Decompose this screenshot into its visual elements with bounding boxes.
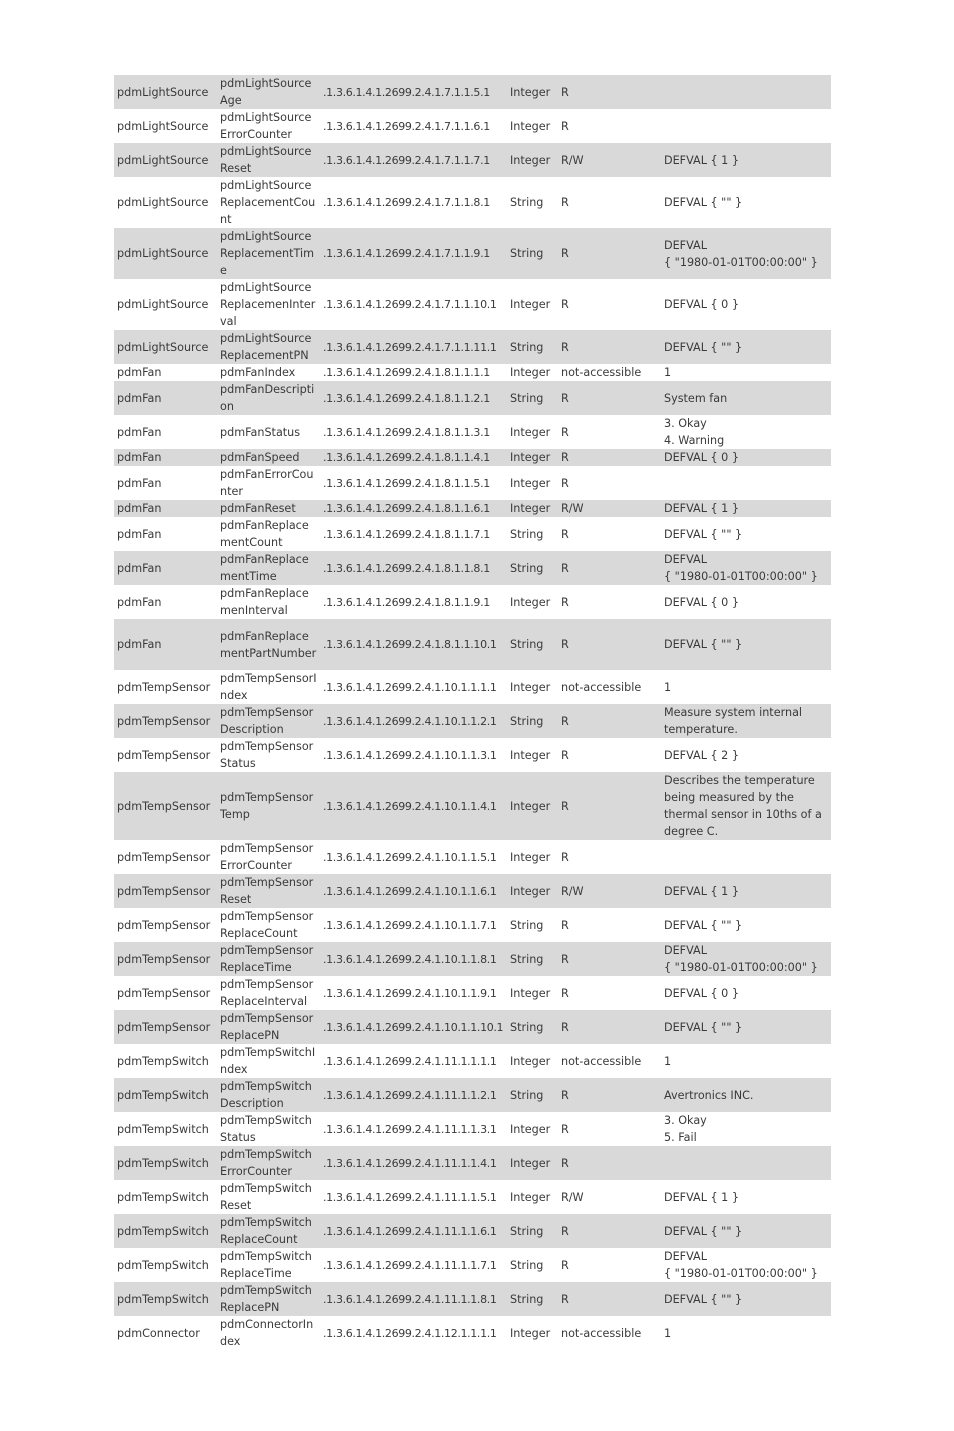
data-type-cell: Integer bbox=[507, 772, 558, 840]
object-name-cell: pdmTempSensor ErrorCounter bbox=[220, 842, 314, 872]
object-name-cell: pdmFanReset bbox=[217, 500, 320, 517]
access-cell: R bbox=[561, 425, 569, 439]
object-name-cell: pdmTempSensor ReplaceTime bbox=[217, 942, 320, 976]
table-row bbox=[114, 1044, 831, 1078]
table-row bbox=[114, 704, 831, 738]
access-cell: R bbox=[561, 298, 569, 311]
default-value-line: Describes the temperature being measured by the thermal sensor in 10ths of a degree C. bbox=[664, 774, 822, 838]
default-value-line: DEFVAL { 1 } bbox=[664, 884, 739, 898]
object-name-cell: pdmLightSource ErrorCounter bbox=[220, 111, 312, 141]
default-value-cell bbox=[661, 908, 831, 942]
default-value-line: Measure system internal temperature. bbox=[664, 706, 803, 736]
default-value-line: DEFVAL bbox=[664, 238, 707, 252]
table-row bbox=[114, 109, 831, 143]
access-cell: R bbox=[558, 381, 661, 415]
data-type-cell: String bbox=[507, 551, 558, 585]
table-row bbox=[114, 415, 831, 449]
default-value-cell bbox=[661, 381, 831, 415]
default-value-line: { "1980-01-01T00:00:00" } bbox=[664, 255, 818, 269]
access-cell: R bbox=[561, 748, 569, 762]
oid-cell: .1.3.6.1.4.1.2699.2.4.1.10.1.1.9.1 bbox=[323, 986, 497, 1000]
group-name-cell: pdmTempSwitch bbox=[117, 1258, 209, 1272]
table-row bbox=[114, 585, 831, 619]
default-value-line: DEFVAL { "" } bbox=[664, 527, 743, 541]
group-name-cell: pdmFan bbox=[117, 425, 162, 439]
default-value-line: DEFVAL { "" } bbox=[664, 1224, 743, 1238]
access-cell: R bbox=[561, 850, 569, 864]
oid-cell: .1.3.6.1.4.1.2699.2.4.1.7.1.1.6.1 bbox=[323, 119, 490, 133]
default-value-cell bbox=[661, 976, 831, 1010]
default-value-cell bbox=[661, 840, 831, 874]
group-name-cell: pdmTempSensor bbox=[117, 918, 211, 932]
mib-object-table bbox=[114, 75, 831, 1350]
default-value-cell bbox=[661, 585, 831, 619]
oid-cell: .1.3.6.1.4.1.2699.2.4.1.8.1.1.6.1 bbox=[320, 500, 507, 517]
oid-cell: .1.3.6.1.4.1.2699.2.4.1.10.1.1.1.1 bbox=[323, 680, 497, 694]
table-row bbox=[114, 449, 831, 466]
data-type-cell: Integer bbox=[510, 1122, 551, 1136]
access-cell: R bbox=[558, 704, 661, 738]
data-type-cell: String bbox=[507, 1214, 558, 1248]
default-value-line: 1 bbox=[664, 1054, 672, 1068]
default-value-line: DEFVAL { "" } bbox=[664, 638, 743, 651]
group-name-cell: pdmFan bbox=[114, 381, 217, 415]
oid-cell: .1.3.6.1.4.1.2699.2.4.1.7.1.1.8.1 bbox=[323, 196, 490, 209]
group-name-cell: pdmTempSensor bbox=[114, 942, 217, 976]
access-cell: R bbox=[558, 1010, 661, 1044]
group-name-cell: pdmTempSwitch bbox=[114, 1146, 217, 1180]
access-cell: R bbox=[561, 1258, 569, 1272]
mib-table-body bbox=[114, 75, 831, 1350]
data-type-cell: Integer bbox=[510, 1326, 551, 1340]
access-cell: R bbox=[558, 1214, 661, 1248]
oid-cell: .1.3.6.1.4.1.2699.2.4.1.11.1.1.5.1 bbox=[323, 1190, 497, 1204]
default-value-line: DEFVAL { 0 } bbox=[664, 451, 739, 464]
object-name-cell: pdmLightSource ReplacementCount bbox=[220, 179, 316, 226]
data-type-cell: Integer bbox=[510, 850, 551, 864]
data-type-cell: Integer bbox=[510, 476, 551, 490]
group-name-cell: pdmTempSensor bbox=[114, 1010, 217, 1044]
default-value-line: 5. Fail bbox=[664, 1131, 697, 1144]
default-value-line: { "1980-01-01T00:00:00" } bbox=[664, 570, 818, 583]
group-name-cell: pdmTempSwitch bbox=[114, 1078, 217, 1112]
object-name-cell: pdmTempSwitch ErrorCounter bbox=[217, 1146, 320, 1180]
access-cell: R bbox=[561, 595, 569, 609]
object-name-cell: pdmTempSwitch ReplaceCount bbox=[217, 1214, 320, 1248]
data-type-cell: String bbox=[510, 1258, 544, 1272]
default-value-line: 4. Warning bbox=[664, 434, 725, 447]
default-value-cell bbox=[661, 177, 831, 228]
object-name-cell: pdmTempSensor ReplaceInterval bbox=[220, 978, 314, 1008]
data-type-cell: Integer bbox=[507, 1146, 558, 1180]
object-name-cell: pdmTempSensor Description bbox=[217, 704, 320, 738]
oid-cell: .1.3.6.1.4.1.2699.2.4.1.10.1.1.6.1 bbox=[320, 874, 507, 908]
group-name-cell: pdmTempSensor bbox=[117, 748, 211, 762]
default-value-cell bbox=[661, 109, 831, 143]
group-name-cell: pdmLightSource bbox=[117, 298, 209, 311]
table-row bbox=[114, 500, 831, 517]
oid-cell: .1.3.6.1.4.1.2699.2.4.1.8.1.1.2.1 bbox=[320, 381, 507, 415]
default-value-line: DEFVAL bbox=[664, 944, 707, 957]
data-type-cell: String bbox=[507, 619, 558, 670]
access-cell: R bbox=[561, 986, 569, 1000]
oid-cell: .1.3.6.1.4.1.2699.2.4.1.11.1.1.8.1 bbox=[320, 1282, 507, 1316]
table-row bbox=[114, 1248, 831, 1282]
default-value-line: DEFVAL { 0 } bbox=[664, 298, 739, 311]
data-type-cell: Integer bbox=[510, 1190, 551, 1204]
access-cell: not-accessible bbox=[561, 366, 642, 379]
default-value-cell bbox=[661, 1248, 831, 1282]
data-type-cell: Integer bbox=[510, 1054, 551, 1068]
data-type-cell: String bbox=[507, 1010, 558, 1044]
object-name-cell: pdmFanDescription bbox=[217, 381, 320, 415]
access-cell: R bbox=[558, 619, 661, 670]
group-name-cell: pdmFan bbox=[117, 476, 162, 490]
default-value-line: DEFVAL { "" } bbox=[664, 196, 743, 209]
oid-cell: .1.3.6.1.4.1.2699.2.4.1.8.1.1.1.1 bbox=[323, 366, 490, 379]
data-type-cell: Integer bbox=[510, 748, 551, 762]
group-name-cell: pdmFan bbox=[114, 619, 217, 670]
object-name-cell: pdmFanReplacemenInterval bbox=[220, 587, 309, 617]
access-cell: R/W bbox=[558, 143, 661, 177]
default-value-line: DEFVAL { "" } bbox=[664, 1020, 743, 1034]
oid-cell: .1.3.6.1.4.1.2699.2.4.1.10.1.1.8.1 bbox=[320, 942, 507, 976]
access-cell: R bbox=[558, 942, 661, 976]
access-cell: R/W bbox=[558, 500, 661, 517]
default-value-cell bbox=[661, 1282, 831, 1316]
oid-cell: .1.3.6.1.4.1.2699.2.4.1.11.1.1.3.1 bbox=[323, 1122, 497, 1136]
table-row bbox=[114, 177, 831, 228]
object-name-cell: pdmTempSwitch Reset bbox=[220, 1182, 312, 1212]
table-row bbox=[114, 279, 831, 330]
oid-cell: .1.3.6.1.4.1.2699.2.4.1.12.1.1.1.1 bbox=[323, 1326, 497, 1340]
default-value-line: Avertronics INC. bbox=[664, 1088, 754, 1102]
oid-cell: .1.3.6.1.4.1.2699.2.4.1.11.1.1.2.1 bbox=[320, 1078, 507, 1112]
default-value-cell bbox=[661, 1146, 831, 1180]
data-type-cell: Integer bbox=[507, 449, 558, 466]
data-type-cell: String bbox=[507, 330, 558, 364]
data-type-cell: Integer bbox=[510, 425, 551, 439]
oid-cell: .1.3.6.1.4.1.2699.2.4.1.10.1.1.7.1 bbox=[323, 918, 497, 932]
default-value-line: DEFVAL bbox=[664, 1250, 707, 1263]
object-name-cell: pdmLightSource ReplacemenInterval bbox=[220, 281, 316, 328]
object-name-cell: pdmTempSensor Status bbox=[220, 740, 314, 770]
access-cell: R bbox=[561, 196, 569, 209]
access-cell: R bbox=[558, 228, 661, 279]
oid-cell: .1.3.6.1.4.1.2699.2.4.1.8.1.1.4.1 bbox=[320, 449, 507, 466]
default-value-cell bbox=[661, 1044, 831, 1078]
group-name-cell: pdmTempSwitch bbox=[117, 1054, 209, 1068]
oid-cell: .1.3.6.1.4.1.2699.2.4.1.8.1.1.7.1 bbox=[323, 527, 490, 541]
table-row bbox=[114, 908, 831, 942]
object-name-cell: pdmLightSource ReplacementPN bbox=[217, 330, 320, 364]
object-name-cell: pdmTempSensor Temp bbox=[217, 772, 320, 840]
default-value-line: 1 bbox=[664, 366, 672, 379]
group-name-cell: pdmFan bbox=[114, 500, 217, 517]
data-type-cell: Integer bbox=[510, 298, 551, 311]
group-name-cell: pdmTempSwitch bbox=[114, 1214, 217, 1248]
object-name-cell: pdmFanSpeed bbox=[217, 449, 320, 466]
default-value-line: DEFVAL { 0 } bbox=[664, 595, 739, 609]
oid-cell: .1.3.6.1.4.1.2699.2.4.1.11.1.1.6.1 bbox=[320, 1214, 507, 1248]
default-value-cell bbox=[661, 279, 831, 330]
access-cell: R/W bbox=[558, 874, 661, 908]
group-name-cell: pdmTempSensor bbox=[114, 874, 217, 908]
table-row bbox=[114, 381, 831, 415]
default-value-cell bbox=[661, 143, 831, 177]
data-type-cell: String bbox=[510, 196, 544, 209]
object-name-cell: pdmTempSensor ReplaceCount bbox=[220, 910, 314, 940]
object-name-cell: pdmFanReplacementCount bbox=[220, 519, 309, 549]
default-value-cell bbox=[661, 466, 831, 500]
object-name-cell: pdmLightSource ReplacementTime bbox=[217, 228, 320, 279]
access-cell: not-accessible bbox=[561, 1326, 642, 1340]
data-type-cell: Integer bbox=[510, 366, 551, 379]
table-row bbox=[114, 143, 831, 177]
object-name-cell: pdmFanReplacementTime bbox=[217, 551, 320, 585]
table-row bbox=[114, 517, 831, 551]
oid-cell: .1.3.6.1.4.1.2699.2.4.1.8.1.1.5.1 bbox=[323, 476, 490, 490]
default-value-line: 3. Okay bbox=[664, 1114, 707, 1127]
default-value-line: DEFVAL { 1 } bbox=[664, 1190, 739, 1204]
default-value-cell bbox=[661, 330, 831, 364]
default-value-line: DEFVAL { 1 } bbox=[664, 153, 739, 167]
object-name-cell: pdmTempSwitch Status bbox=[220, 1114, 312, 1144]
oid-cell: .1.3.6.1.4.1.2699.2.4.1.8.1.1.8.1 bbox=[320, 551, 507, 585]
default-value-cell bbox=[661, 1112, 831, 1146]
group-name-cell: pdmTempSwitch bbox=[114, 1282, 217, 1316]
access-cell: not-accessible bbox=[561, 1054, 642, 1068]
data-type-cell: String bbox=[507, 942, 558, 976]
table-row bbox=[114, 1078, 831, 1112]
access-cell: R bbox=[561, 918, 569, 932]
table-row bbox=[114, 942, 831, 976]
table-row bbox=[114, 466, 831, 500]
default-value-cell bbox=[661, 500, 831, 517]
data-type-cell: Integer bbox=[510, 680, 551, 694]
oid-cell: .1.3.6.1.4.1.2699.2.4.1.8.1.1.10.1 bbox=[320, 619, 507, 670]
access-cell: R bbox=[561, 1122, 569, 1136]
object-name-cell: pdmTempSwitch Description bbox=[217, 1078, 320, 1112]
oid-cell: .1.3.6.1.4.1.2699.2.4.1.10.1.1.5.1 bbox=[323, 850, 497, 864]
object-name-cell: pdmFanErrorCounter bbox=[220, 468, 314, 498]
data-type-cell: String bbox=[507, 381, 558, 415]
table-row bbox=[114, 772, 831, 840]
table-row bbox=[114, 1112, 831, 1146]
group-name-cell: pdmLightSource bbox=[114, 143, 217, 177]
default-value-cell bbox=[661, 1010, 831, 1044]
data-type-cell: Integer bbox=[507, 143, 558, 177]
oid-cell: .1.3.6.1.4.1.2699.2.4.1.8.1.1.9.1 bbox=[323, 595, 490, 609]
table-row bbox=[114, 551, 831, 585]
default-value-cell bbox=[661, 1214, 831, 1248]
default-value-line: DEFVAL { 1 } bbox=[664, 502, 739, 515]
default-value-cell bbox=[661, 670, 831, 704]
data-type-cell: String bbox=[507, 1078, 558, 1112]
table-row bbox=[114, 1146, 831, 1180]
default-value-cell bbox=[661, 1078, 831, 1112]
oid-cell: .1.3.6.1.4.1.2699.2.4.1.11.1.1.4.1 bbox=[320, 1146, 507, 1180]
table-row bbox=[114, 1316, 831, 1350]
object-name-cell: pdmFanIndex bbox=[220, 366, 296, 379]
default-value-cell bbox=[661, 228, 831, 279]
data-type-cell: String bbox=[507, 1282, 558, 1316]
oid-cell: .1.3.6.1.4.1.2699.2.4.1.8.1.1.3.1 bbox=[323, 425, 490, 439]
access-cell: R bbox=[558, 1078, 661, 1112]
object-name-cell: pdmFanStatus bbox=[220, 425, 301, 439]
table-row bbox=[114, 874, 831, 908]
group-name-cell: pdmTempSensor bbox=[114, 704, 217, 738]
oid-cell: .1.3.6.1.4.1.2699.2.4.1.7.1.1.11.1 bbox=[320, 330, 507, 364]
table-row bbox=[114, 228, 831, 279]
default-value-line: { "1980-01-01T00:00:00" } bbox=[664, 1267, 818, 1280]
oid-cell: .1.3.6.1.4.1.2699.2.4.1.7.1.1.10.1 bbox=[323, 298, 497, 311]
group-name-cell: pdmLightSource bbox=[117, 119, 209, 133]
object-name-cell: pdmTempSensor ReplacePN bbox=[217, 1010, 320, 1044]
default-value-cell bbox=[661, 364, 831, 381]
default-value-cell bbox=[661, 1180, 831, 1214]
group-name-cell: pdmLightSource bbox=[114, 75, 217, 109]
group-name-cell: pdmLightSource bbox=[117, 196, 209, 209]
group-name-cell: pdmTempSensor bbox=[117, 986, 211, 1000]
object-name-cell: pdmConnectorIndex bbox=[220, 1318, 314, 1348]
object-name-cell: pdmTempSwitchIndex bbox=[220, 1046, 316, 1076]
table-row bbox=[114, 1180, 831, 1214]
data-type-cell: String bbox=[510, 527, 544, 541]
data-type-cell: Integer bbox=[510, 986, 551, 1000]
group-name-cell: pdmFan bbox=[114, 449, 217, 466]
default-value-line: { "1980-01-01T00:00:00" } bbox=[664, 961, 818, 974]
object-name-cell: pdmLightSource Age bbox=[217, 75, 320, 109]
access-cell: R bbox=[561, 119, 569, 133]
object-name-cell: pdmTempSwitch ReplaceTime bbox=[220, 1250, 312, 1280]
default-value-cell bbox=[661, 517, 831, 551]
default-value-cell bbox=[661, 874, 831, 908]
default-value-cell bbox=[661, 942, 831, 976]
default-value-line: DEFVAL { "" } bbox=[664, 918, 743, 932]
oid-cell: .1.3.6.1.4.1.2699.2.4.1.10.1.1.4.1 bbox=[320, 772, 507, 840]
group-name-cell: pdmFan bbox=[114, 551, 217, 585]
data-type-cell: String bbox=[507, 228, 558, 279]
default-value-line: DEFVAL { "" } bbox=[664, 340, 743, 354]
data-type-cell: Integer bbox=[507, 874, 558, 908]
table-row bbox=[114, 840, 831, 874]
data-type-cell: Integer bbox=[510, 595, 551, 609]
object-name-cell: pdmFanReplacementPartNumber bbox=[217, 619, 320, 670]
group-name-cell: pdmFan bbox=[117, 595, 162, 609]
oid-cell: .1.3.6.1.4.1.2699.2.4.1.11.1.1.1.1 bbox=[323, 1054, 497, 1068]
group-name-cell: pdmFan bbox=[117, 527, 162, 541]
access-cell: R bbox=[558, 1146, 661, 1180]
access-cell: R bbox=[558, 772, 661, 840]
data-type-cell: String bbox=[510, 918, 544, 932]
group-name-cell: pdmTempSwitch bbox=[117, 1190, 209, 1204]
default-value-line: DEFVAL bbox=[664, 553, 707, 566]
table-row bbox=[114, 1214, 831, 1248]
oid-cell: .1.3.6.1.4.1.2699.2.4.1.10.1.1.10.1 bbox=[320, 1010, 507, 1044]
default-value-line: DEFVAL { 2 } bbox=[664, 748, 739, 762]
default-value-cell bbox=[661, 738, 831, 772]
default-value-cell bbox=[661, 1316, 831, 1350]
group-name-cell: pdmTempSwitch bbox=[117, 1122, 209, 1136]
group-name-cell: pdmTempSensor bbox=[117, 680, 211, 694]
default-value-cell bbox=[661, 704, 831, 738]
group-name-cell: pdmTempSensor bbox=[114, 772, 217, 840]
group-name-cell: pdmLightSource bbox=[114, 330, 217, 364]
default-value-line: DEFVAL { "" } bbox=[664, 1292, 743, 1306]
data-type-cell: Integer bbox=[507, 75, 558, 109]
table-row bbox=[114, 976, 831, 1010]
table-row bbox=[114, 738, 831, 772]
default-value-cell bbox=[661, 449, 831, 466]
data-type-cell: Integer bbox=[507, 500, 558, 517]
default-value-cell bbox=[661, 551, 831, 585]
access-cell: R bbox=[558, 75, 661, 109]
access-cell: R bbox=[561, 527, 569, 541]
data-type-cell: Integer bbox=[510, 119, 551, 133]
access-cell: R bbox=[558, 330, 661, 364]
oid-cell: .1.3.6.1.4.1.2699.2.4.1.10.1.1.3.1 bbox=[323, 748, 497, 762]
oid-cell: .1.3.6.1.4.1.2699.2.4.1.7.1.1.9.1 bbox=[320, 228, 507, 279]
default-value-cell bbox=[661, 415, 831, 449]
access-cell: R/W bbox=[561, 1190, 584, 1204]
default-value-line: 1 bbox=[664, 1326, 672, 1340]
default-value-line: DEFVAL { 0 } bbox=[664, 986, 739, 1000]
table-row bbox=[114, 670, 831, 704]
table-row bbox=[114, 619, 831, 670]
table-row bbox=[114, 1010, 831, 1044]
default-value-cell bbox=[661, 75, 831, 109]
oid-cell: .1.3.6.1.4.1.2699.2.4.1.7.1.1.5.1 bbox=[320, 75, 507, 109]
table-row bbox=[114, 75, 831, 109]
access-cell: R bbox=[558, 551, 661, 585]
access-cell: R bbox=[561, 476, 569, 490]
table-row bbox=[114, 1282, 831, 1316]
group-name-cell: pdmConnector bbox=[117, 1326, 200, 1340]
group-name-cell: pdmFan bbox=[117, 366, 162, 379]
access-cell: R bbox=[558, 1282, 661, 1316]
oid-cell: .1.3.6.1.4.1.2699.2.4.1.11.1.1.7.1 bbox=[323, 1258, 497, 1272]
default-value-line: 3. Okay bbox=[664, 417, 707, 430]
object-name-cell: pdmLightSource Reset bbox=[217, 143, 320, 177]
table-row bbox=[114, 364, 831, 381]
access-cell: not-accessible bbox=[561, 680, 642, 694]
data-type-cell: String bbox=[507, 704, 558, 738]
oid-cell: .1.3.6.1.4.1.2699.2.4.1.7.1.1.7.1 bbox=[320, 143, 507, 177]
object-name-cell: pdmTempSwitch ReplacePN bbox=[217, 1282, 320, 1316]
object-name-cell: pdmTempSensor Reset bbox=[217, 874, 320, 908]
access-cell: R bbox=[558, 449, 661, 466]
oid-cell: .1.3.6.1.4.1.2699.2.4.1.10.1.1.2.1 bbox=[320, 704, 507, 738]
group-name-cell: pdmTempSensor bbox=[117, 850, 211, 864]
group-name-cell: pdmLightSource bbox=[114, 228, 217, 279]
default-value-cell bbox=[661, 772, 831, 840]
object-name-cell: pdmTempSensorIndex bbox=[220, 672, 317, 702]
default-value-cell bbox=[661, 619, 831, 670]
table-row bbox=[114, 330, 831, 364]
default-value-line: 1 bbox=[664, 680, 672, 694]
default-value-line: System fan bbox=[664, 391, 728, 405]
